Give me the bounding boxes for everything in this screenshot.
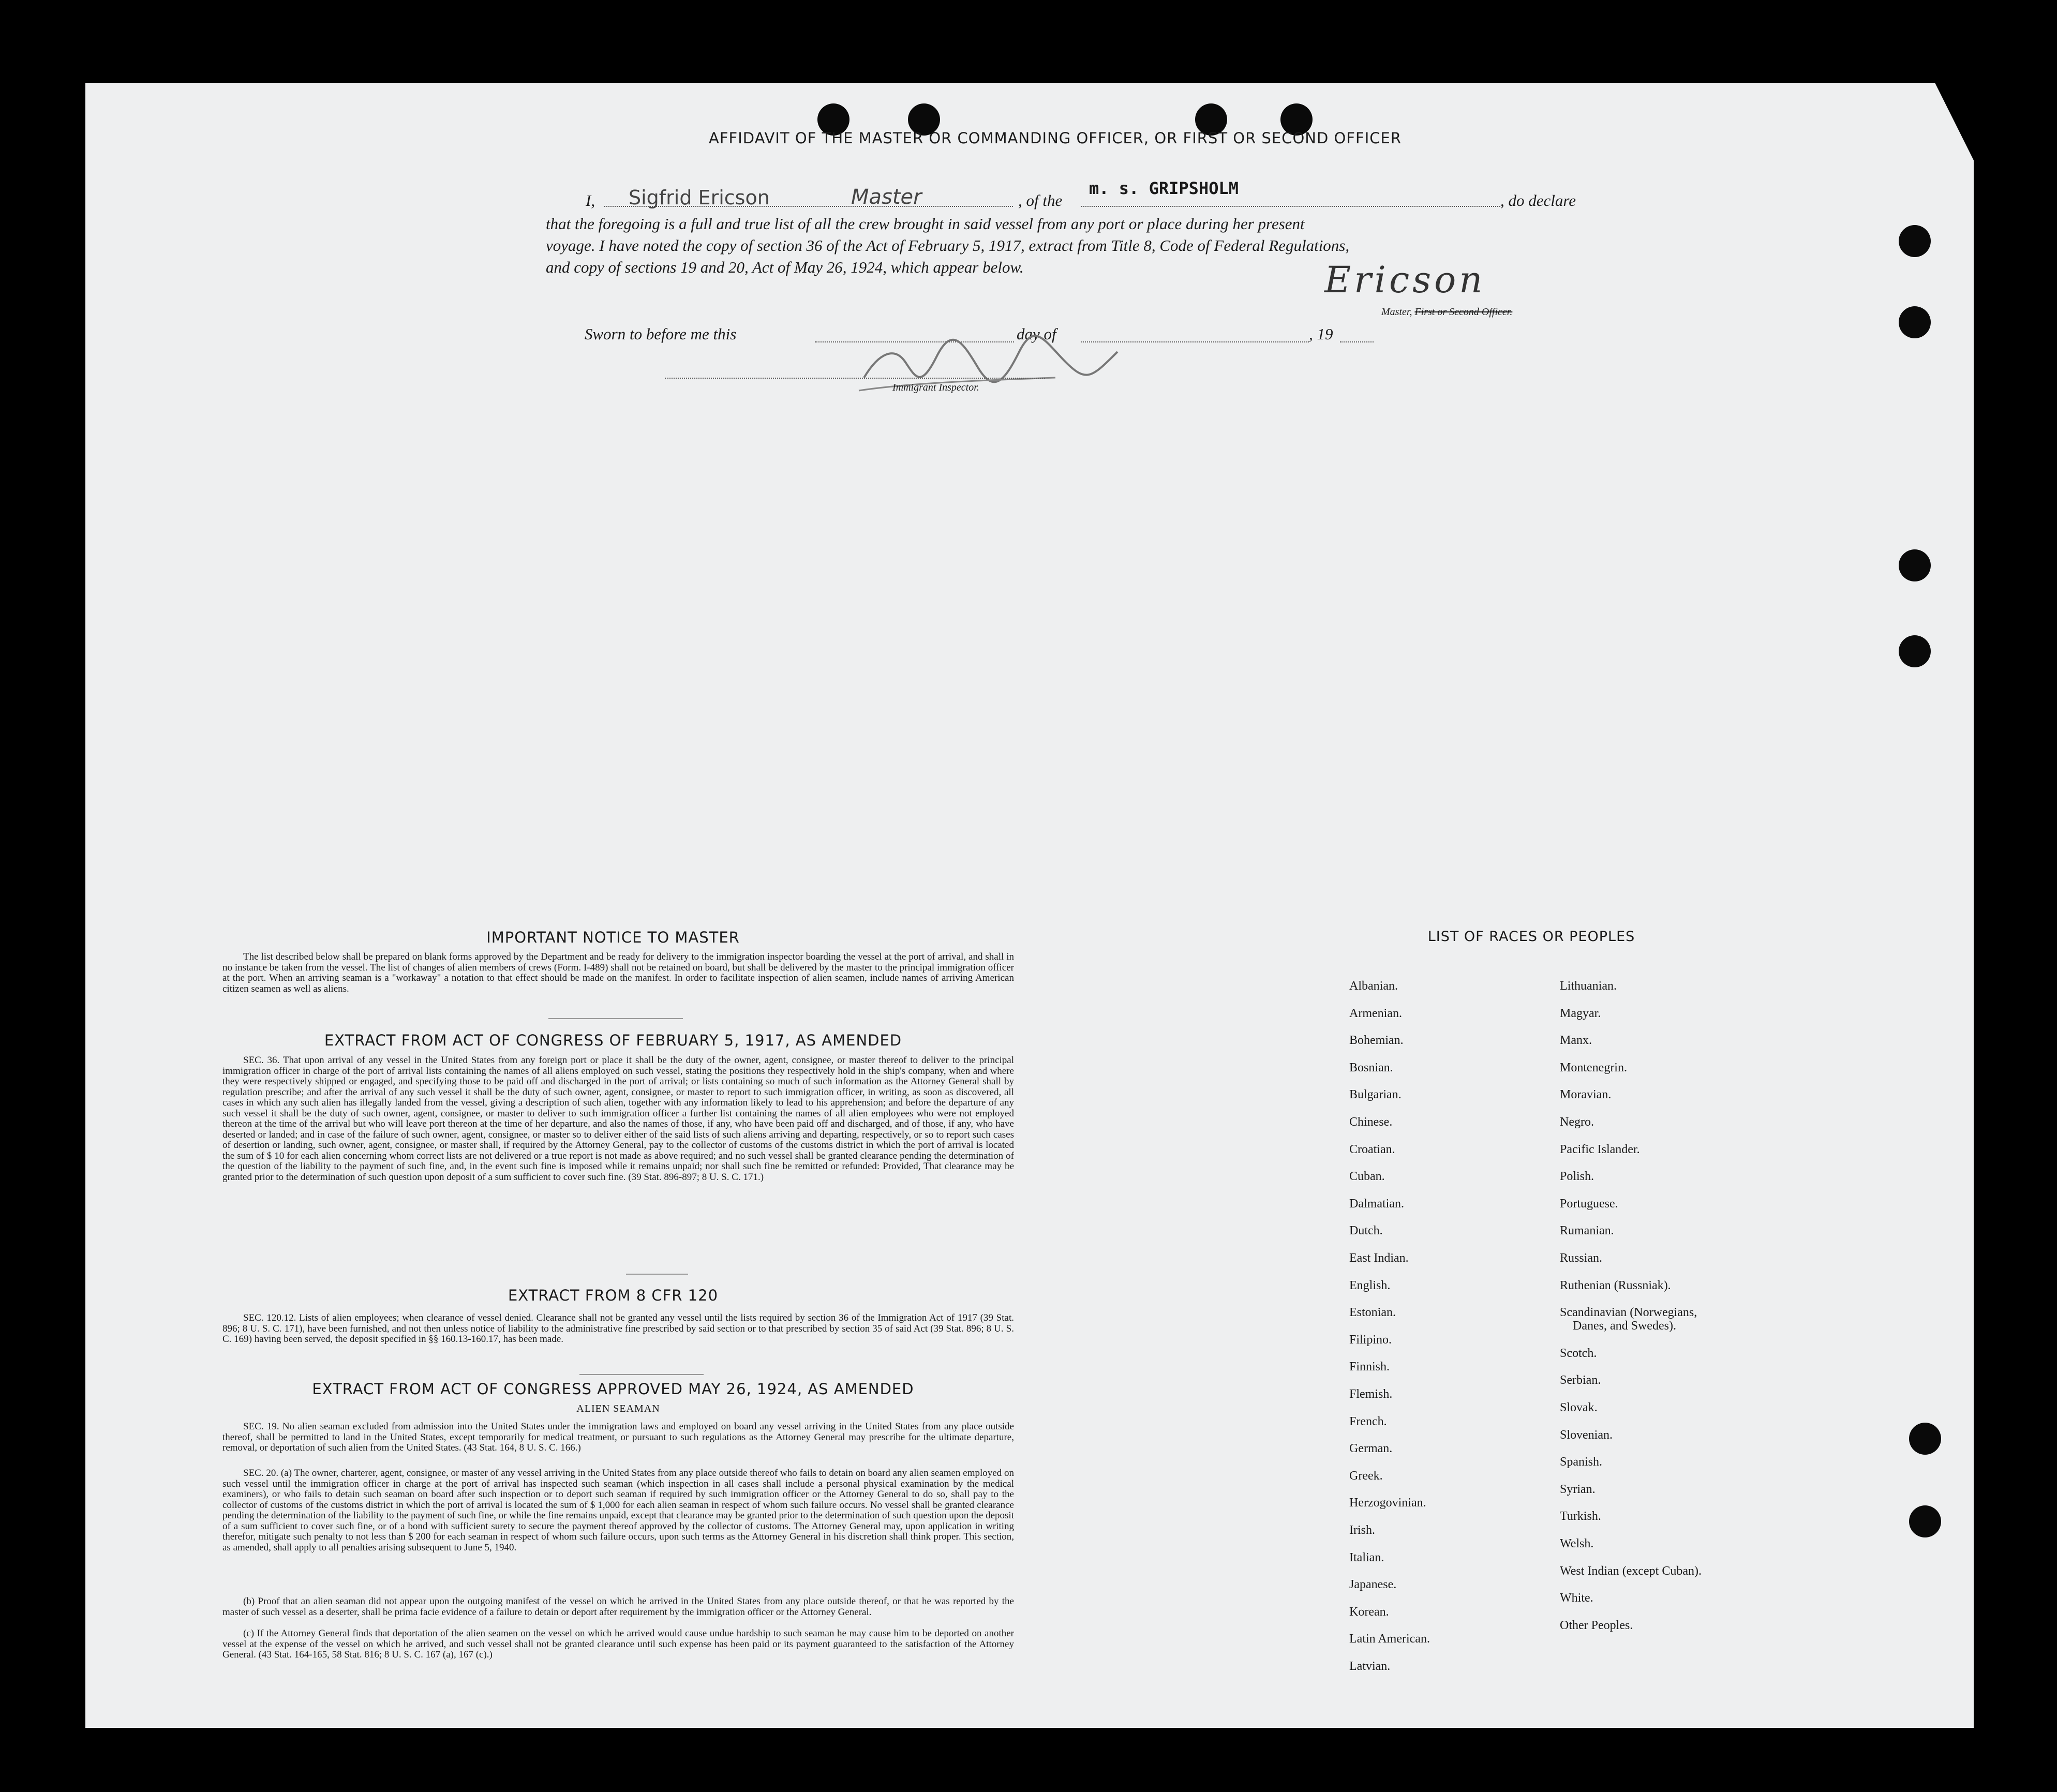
divider: [548, 1018, 683, 1019]
punch-hole: [1899, 549, 1931, 581]
race-item: Rumanian.: [1560, 1224, 1614, 1238]
inspector-label: Immigrant Inspector.: [892, 382, 979, 393]
race-item: Serbian.: [1560, 1373, 1601, 1387]
extract-1917-body: SEC. 36. That upon arrival of any vessel in the United States from any foreign port or place it shall be the duty of the owner, agent, consignee, or master thereof to deliver to the principal immigration officer in charge of the port of arrival lists containing the names of all aliens employed on such vessel, stating the positions they respectively hold in the ship's company, when and where they were respectively shipped or engaged, and specifying those to be paid off and discharged in the port of arrival; or lists containing so much of such information as the Attorney General shall by regulation prescribe; and after the arrival of any such vessel it shall be the duty of such owner, agent, consignee, or master to report to such immigration officer, in writing, as soon as discovered, all cases in which any such alien has illegally landed from the vessel, giving a description of such alien, together with any information likely to lead to his apprehension; and before the departure of any such vessel it shall be the duty of such owner, agent, consignee, or master to deliver to such immigration officer a further list containing the names of all alien employees who were not employed thereon at the time of the arrival but who will leave port thereon at the time of her departure, and also the names of those, if any, who have been paid off and discharged, and of those, if any, who have deserted or landed; and in case of the failure of such owner, agent, consignee, or master so to deliver either of the said lists of such aliens arriving and departing, respectively, or so to report such cases of desertion or landing, such owner, agent, consignee, or master shall, if required by the Attorney General, pay to the collector of customs of the customs district in which the port of arrival is located the sum of $ 10 for each alien concerning whom correct lists are not delivered or a true report is not made as above required; and no such vessel shall be granted clearance pending the determination of the question of the liability to the payment of such fine, and, in the event such fine is imposed while it remains unpaid; nor shall such fine be remitted or refunded: Provided, That clearance may be granted prior to the determination of such question upon deposit of a sum sufficient to cover such fine. (39 Stat. 896-897; 8 U. S. C. 171.): [222, 1055, 1014, 1183]
race-item: Portuguese.: [1560, 1197, 1618, 1211]
extract-1924-heading: EXTRACT FROM ACT OF CONGRESS APPROVED MAY 26, 1924, AS AMENDED: [312, 1380, 914, 1398]
inspector-line: [665, 378, 1045, 379]
race-item: Bosnian.: [1349, 1061, 1393, 1074]
sworn-label: Sworn to before me this: [585, 325, 737, 343]
race-item: Italian.: [1349, 1550, 1384, 1564]
punch-hole: [1909, 1505, 1941, 1537]
race-item: Lithuanian.: [1560, 979, 1617, 993]
divider: [579, 1374, 704, 1375]
race-item: Herzogovinian.: [1349, 1496, 1426, 1510]
cfr-heading: EXTRACT FROM 8 CFR 120: [508, 1287, 719, 1304]
inspector-signature: [848, 331, 1138, 398]
race-item: French.: [1349, 1414, 1387, 1428]
race-item: Slovak.: [1560, 1401, 1598, 1414]
sec-20b-body: (b) Proof that an alien seaman did not appear upon the outgoing manifest of the vessel on which he arrived in the United States from any place outside thereof, or that he was reported by the master of such vessel as a deserter, shall be prima facie evidence of a failure to detain or deport after requirement by the immigration officer or the Attorney General.: [222, 1596, 1014, 1618]
race-item: Dalmatian.: [1349, 1197, 1404, 1211]
race-item: Pacific Islander.: [1560, 1142, 1640, 1156]
race-item: Bulgarian.: [1349, 1088, 1402, 1102]
vessel-name: m. s. GRIPSHOLM: [1089, 178, 1239, 198]
punch-hole: [1899, 225, 1931, 257]
race-item: Flemish.: [1349, 1387, 1393, 1401]
race-item: Magyar.: [1560, 1006, 1601, 1020]
punch-hole: [1899, 306, 1931, 338]
declaration-line-2: voyage. I have noted the copy of section 36 of the Act of February 5, 1917, extract from Title 8, Code of Federal Regulations,: [546, 236, 1350, 255]
race-item: Finnish.: [1349, 1360, 1390, 1374]
signature-caption: [1381, 306, 1512, 318]
race-item: Polish.: [1560, 1170, 1594, 1184]
race-item: Chinese.: [1349, 1115, 1393, 1129]
do-declare-label: , do declare: [1500, 191, 1576, 210]
race-item: Turkish.: [1560, 1510, 1601, 1524]
race-item: Latvian.: [1349, 1660, 1391, 1673]
race-item: Albanian.: [1349, 979, 1398, 993]
of-the-label: , of the: [1018, 191, 1063, 210]
declaration-line-1: that the foregoing is a full and true list of all the crew brought in said vessel from any port or place during her present: [546, 215, 1305, 233]
race-item: Russian.: [1560, 1251, 1603, 1265]
race-item: Irish.: [1349, 1524, 1375, 1537]
race-item: Moravian.: [1560, 1088, 1612, 1102]
race-item: Negro.: [1560, 1115, 1594, 1129]
race-item: Greek.: [1349, 1469, 1383, 1483]
race-item: East Indian.: [1349, 1251, 1409, 1265]
year-dotted-line: [1340, 341, 1374, 342]
caption-struck: First or Second Officer.: [1414, 306, 1513, 318]
race-item: Danes, and Swedes).: [1573, 1319, 1676, 1333]
master-rank: Master: [851, 185, 922, 209]
race-item: Dutch.: [1349, 1224, 1383, 1238]
sec-20a-body: SEC. 20. (a) The owner, charterer, agent, consignee, or master of any vessel arriving in the United States from any place outside thereof who fails to detain on board any alien seamen employed on such vessel until the immigration officer in charge at the port of arrival has inspected such seaman (which inspection in all cases shall include a personal physical examination by the medical examiners), or who fails to detain such seaman on board after such inspection or to deport such seaman if required by such immigration officer or the Attorney General to do so, shall pay to the collector of customs of the customs district in which the port of arrival is located the sum of $ 1,000 for each alien seaman in respect of whom such failure occurs. No vessel shall be granted clearance pending the determination of the liability to the payment of such fine, or while the fine remains unpaid, except that clearance may be granted prior to the determination of such question upon the deposit of a sum sufficient to cover such fine, or of a bond with sufficient surety to secure the payment thereof approved by the collector of customs. The Attorney General may, upon application in writing therefor, mitigate such penalty to not less than $ 200 for each seaman in respect of whom such failure occurs, upon such terms as the Attorney General in his discretion shall think proper. This section, as amended, shall apply to all penalties arising subsequent to June 5, 1940.: [222, 1468, 1014, 1553]
race-item: Welsh.: [1560, 1537, 1594, 1550]
race-item: Bohemian.: [1349, 1034, 1404, 1048]
race-item: Ruthenian (Russniak).: [1560, 1278, 1671, 1292]
sec-19-body: SEC. 19. No alien seaman excluded from admission into the United States under the immigration laws and employed on board any vessel arriving in the United States from any place outside thereof, shall be permitted to land in the United States, except temporarily for medical treatment, or pursuant to such regulations as the Attorney General may prescribe for the ultimate departure, removal, or deportation of such alien from the United States. (43 Stat. 164, 8 U. S. C. 166.): [222, 1421, 1014, 1453]
race-item: Montenegrin.: [1560, 1061, 1627, 1074]
caption-master: Master,: [1381, 306, 1412, 318]
affidavit-title: AFFIDAVIT OF THE MASTER OR COMMANDING OFFICER, OR FIRST OR SECOND OFFICER: [709, 129, 1402, 147]
master-signature: Ericson: [1324, 259, 1486, 301]
punch-hole: [1899, 635, 1931, 667]
race-item: German.: [1349, 1442, 1393, 1456]
race-item: Korean.: [1349, 1605, 1389, 1619]
races-heading: LIST OF RACES OR PEOPLES: [1427, 929, 1635, 945]
race-item: Japanese.: [1349, 1578, 1397, 1592]
race-item: West Indian (except Cuban).: [1560, 1564, 1702, 1578]
race-item: English.: [1349, 1278, 1391, 1292]
race-item: Scandinavian (Norwegians,: [1560, 1306, 1697, 1320]
race-item: White.: [1560, 1591, 1593, 1605]
extract-1917-heading: EXTRACT FROM ACT OF CONGRESS OF FEBRUARY 5, 1917, AS AMENDED: [324, 1032, 902, 1049]
notice-heading: IMPORTANT NOTICE TO MASTER: [486, 929, 740, 946]
race-item: Scotch.: [1560, 1346, 1597, 1360]
race-item: Manx.: [1560, 1034, 1592, 1048]
vessel-dotted-line: [1081, 206, 1500, 207]
cfr-body: SEC. 120.12. Lists of alien employees; when clearance of vessel denied. Clearance shall not be granted any vessel until the lists required by section 36 of the Immigration Act of 1917 (39 Stat. 896; 8 U. S. C. 171), have been furnished, and not then unless notice of liability to the administrative fine prescribed by said section or to that prescribed by section 35 of said Act (39 Stat. 896; 8 U. S. C. 169) having been served, the deposit specified in §§ 160.13-160.17, has been made.: [222, 1312, 1014, 1345]
year-label: , 19: [1309, 325, 1333, 343]
i-label: I,: [586, 191, 595, 210]
master-name: Sigfrid Ericson: [629, 186, 770, 209]
punch-hole: [1909, 1423, 1941, 1455]
race-item: Latin American.: [1349, 1632, 1430, 1646]
notice-body: The list described below shall be prepared on blank forms approved by the Department and be ready for delivery to the immigration inspector boarding the vessel at the port of arrival, and shall in no instance be taken from the vessel. The list of changes of alien members of crews (Form. I-489) shall not be retained on board, but shall be delivered by the master to the principal immigration officer at the port. When an arriving seaman is a "workaway" a notation to that effect should be made on the manifest. In order to facilitate inspection of alien seamen, include names of arriving American citizen seamen as well as aliens.: [222, 951, 1014, 994]
divider: [626, 1274, 688, 1275]
race-item: Armenian.: [1349, 1006, 1402, 1020]
declaration-line-3: and copy of sections 19 and 20, Act of May 26, 1924, which appear below.: [546, 258, 1024, 276]
sec-20c-body: (c) If the Attorney General finds that deportation of the alien seamen on the vessel on which he arrived would cause undue hardship to such seaman he may cause him to be deported on another vessel at the expense of the vessel on which he arrived, and such vessel shall not be granted clearance until such expense has been paid or its payment guaranteed to the satisfaction of the Attorney General. (43 Stat. 164-165, 58 Stat. 816; 8 U. S. C. 167 (a), 167 (c).): [222, 1628, 1014, 1660]
race-item: Syrian.: [1560, 1482, 1596, 1496]
race-item: Slovenian.: [1560, 1428, 1613, 1442]
alien-seaman-subheading: ALIEN SEAMAN: [576, 1403, 660, 1414]
race-item: Other Peoples.: [1560, 1618, 1633, 1632]
race-item: Cuban.: [1349, 1170, 1385, 1184]
race-item: Estonian.: [1349, 1306, 1396, 1320]
race-item: Croatian.: [1349, 1142, 1395, 1156]
race-item: Spanish.: [1560, 1455, 1603, 1469]
race-item: Filipino.: [1349, 1333, 1392, 1347]
day-of-label: day of: [1017, 325, 1056, 343]
